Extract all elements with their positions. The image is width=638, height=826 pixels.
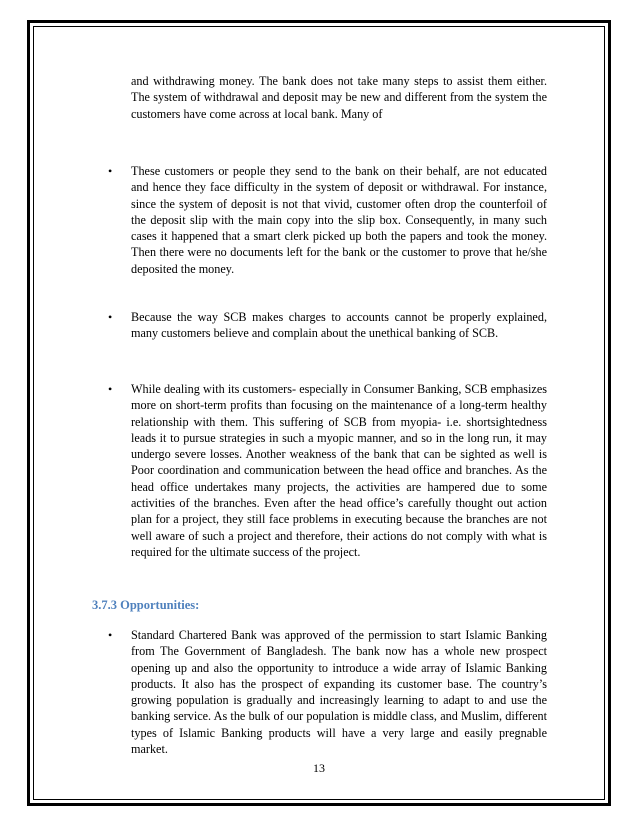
weakness-bullet-2 — [108, 309, 547, 342]
bullet-text: Standard Chartered Bank was approved of the permission to start Islamic Banking from The Government of Bangladesh. The bank now has a whole new prospect opening up and also the opportunity to introduce a wide array of Islamic Banking products. It also has the prospect of expanding its customer base. The country’s growing population is gradually and increasingly learning to adapt to and use the banking service. As the bulk of our population is middle class, and Muslim, different types of Islamic Banking products will have a very large and easily pregnable market. — [131, 628, 547, 757]
bullet-text: These customers or people they send to the bank on their behalf, are not educated and hence they face difficulty in the system of deposit or withdrawal. For instance, since the system of deposit is not that vivid, customer often drop the counterfoil of the deposit slip with the main copy into the slip box. Consequently, in many such cases it happened that a smart clerk picked up both the papers and took the money. Then there were no documents left for the bank or the customer to prove that he/she deposited the money. — [131, 164, 547, 276]
opportunity-bullet-1 — [108, 627, 547, 757]
bullet-text: While dealing with its customers- especially in Consumer Banking, SCB emphasizes more on short-term profits than focusing on the maintenance of a long-term healthy relationship with them. This suffering of SCB from myopia- i.e. shortsightedness leads it to pursue strategies in such a myopic manner, and so in the long run, it may undergo severe losses. Another weakness of the bank that can be sighted as well is Poor coordination and communication between the head office and branches. As the head office undertakes many projects, the activities are hampered due to some activities of the branches. Even after the head office’s carefully thought out action plan for a project, they still face problems in executing because the branches are not well aware of such a project and therefore, their actions do not comply with what is required for the ultimate success of the project. — [131, 382, 547, 559]
weakness-bullet-1 — [108, 163, 547, 277]
page-number: 13 — [313, 761, 325, 775]
bullet-icon: • — [108, 628, 113, 642]
bullet-text: Because the way SCB makes charges to accounts cannot be properly explained, many customers believe and complain about the unethical banking of SCB. — [131, 310, 547, 341]
bullet-icon: • — [108, 310, 113, 324]
bullet-icon: • — [108, 382, 113, 396]
weakness-bullet-3 — [108, 381, 547, 560]
section-heading-opportunities: 3.7.3 Opportunities: — [92, 598, 200, 612]
continuation-paragraph: and withdrawing money. The bank does not take many steps to assist them either. The system of withdrawal and deposit may be new and different from the system the customers have come across at local bank. Many of — [131, 74, 547, 121]
bullet-icon: • — [108, 164, 113, 178]
